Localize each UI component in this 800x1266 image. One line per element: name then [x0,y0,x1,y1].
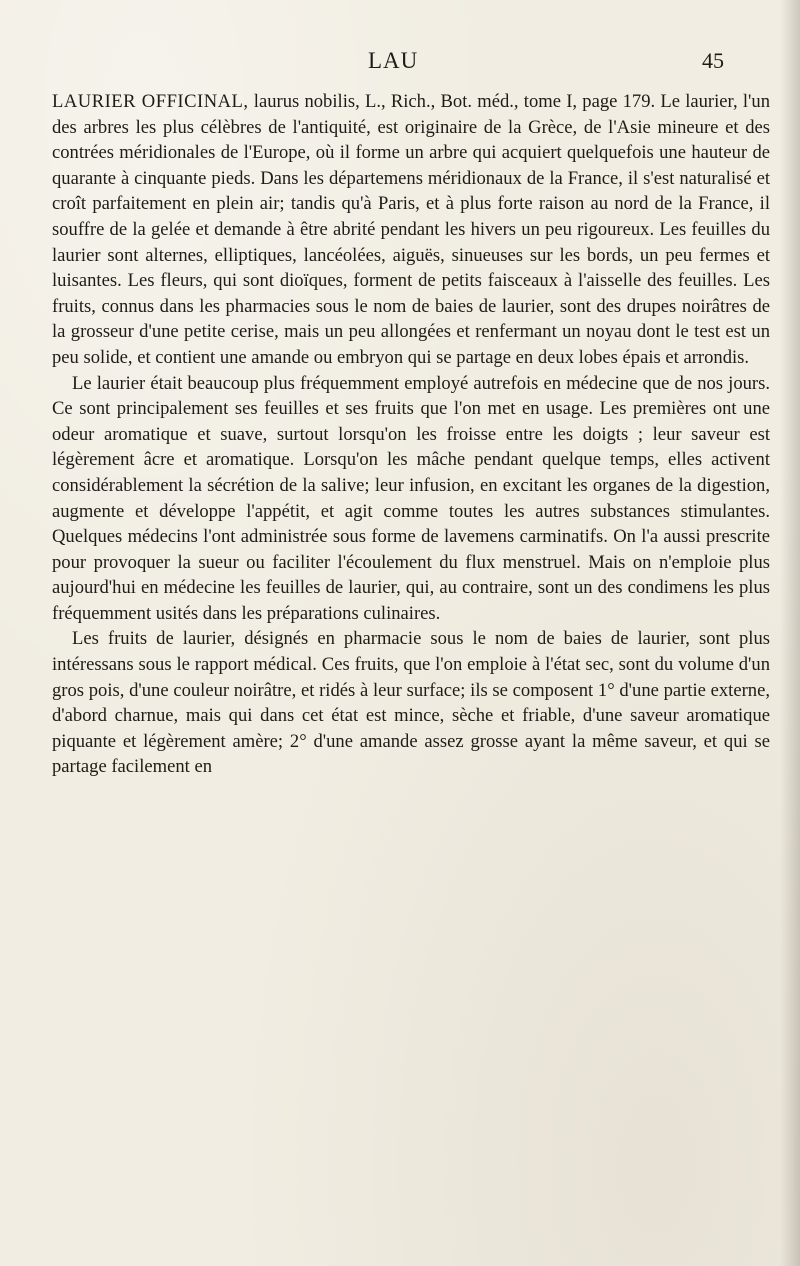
paragraph-2: Le laurier était beaucoup plus fréquemment employé autrefois en médecine que de nos jours. Ce sont principalement ses feuilles et ses fruits que l'on met en usage. Les premières ont une odeur aromatique et suave, surtout lorsqu'on les froisse entre les doigts ; leur saveur est légèrement âcre et aromatique. Lorsqu'on les mâche pendant quelque temps, elles activent considérablement la sécrétion de la salive; leur infusion, en excitant les organes de la digestion, augmente et développe l'appétit, et agit comme toutes les autres substances stimulantes. Quelques médecins l'ont administrée sous forme de lavemens carminatifs. On l'a aussi prescrite pour provoquer la sueur ou faciliter l'écoulement du flux menstruel. Mais on n'emploie plus aujourd'hui en médecine les feuilles de laurier, qui, au contraire, sont un des condimens les plus fréquemment usités dans les préparations culinaires. [52,372,770,624]
page-edge-shadow [780,0,800,1266]
body-text [52,89,770,780]
paragraph-1 [52,89,770,371]
page-header [0,48,800,82]
page-number: 45 [702,48,724,73]
paragraph-1-text: laurus nobilis, L., Rich., Bot. méd., tome I, page 179. Le laurier, l'un des arbres les plus célèbres de l'antiquité, est originaire de la Grèce, de l'Asie mineure et des contrées méridionales de l'Europe, où il forme un arbre qui acquiert quelquefois une hauteur de quarante à cinquante pieds. Dans les départemens méridionaux de la France, il s'est naturalisé et croît parfaitement en plein air; tandis qu'à Paris, et à plus forte raison au nord de la France, il souffre de la gelée et demande à être abrité pendant les hivers un peu rigoureux. Les feuilles du laurier sont alternes, elliptiques, lancéolées, aiguës, sinueuses sur les bords, un peu fermes et luisantes. Les fleurs, qui sont dioïques, forment de petits faisceaux à l'aisselle des feuilles. Les fruits, connus dans les pharmacies sous le nom de baies de laurier, sont des drupes noirâtres de la grosseur d'une petite cerise, mais un peu allongées et renfermant un noyau dont le test est un peu solide, et contient une amande ou embryon qui se partage en deux lobes épais et arrondis. [52,91,770,368]
running-title: LAU [368,48,419,73]
entry-headword: LAURIER OFFICINAL, [52,91,249,112]
paragraph-3: Les fruits de laurier, désignés en pharmacie sous le nom de baies de laurier, sont plus intéressans sous le rapport médical. Ces fruits, que l'on emploie à l'état sec, sont du volume d'un gros pois, d'une couleur noirâtre, et ridés à leur surface; ils se composent 1° d'une partie externe, d'abord charnue, mais qui dans cet état est mince, sèche et friable, d'une saveur aromatique piquante et légèrement amère; 2° d'une amande assez grosse ayant la même saveur, et qui se partage facilement en [52,628,770,778]
